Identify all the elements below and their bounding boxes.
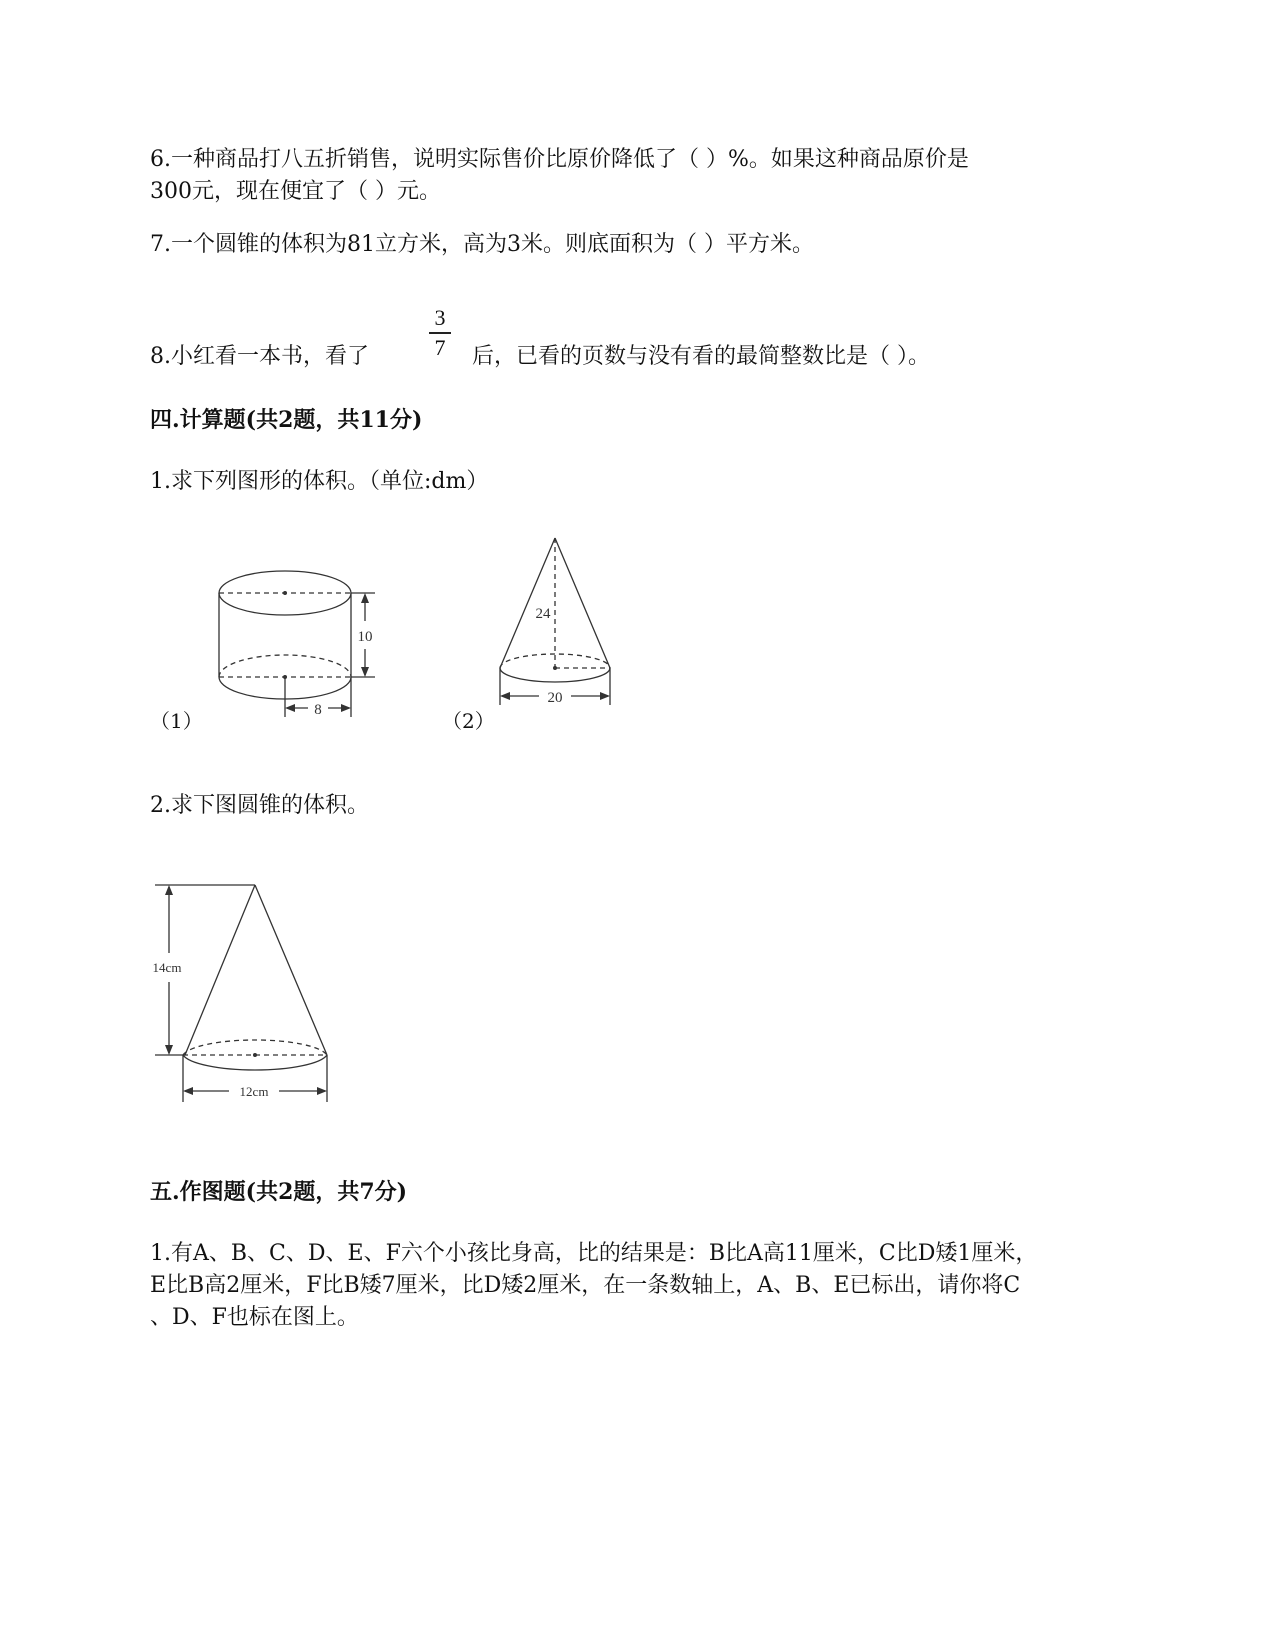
arrowhead-left [500,692,510,700]
fig1-caption: （1） [150,709,203,733]
cone-diameter-label: 12cm [239,1084,269,1099]
s5-q1-line1: 1.有A、B、C、D、E、F六个小孩比身高，比的结果是：B比A高11厘米，C比D矮1厘米， [150,1241,1038,1266]
cone-base-center-dot [553,666,557,670]
q7-text: 7.一个圆锥的体积为81立方米，高为3米。则底面积为（ ）平方米。 [150,232,814,257]
cone-height-label: 24 [535,606,551,622]
fig2-caption: （2） [442,709,495,733]
s5-q1-line3: 、D、F也标在图上。 [150,1305,359,1330]
arrowhead-down [361,667,369,677]
cone-base-center-dot [253,1053,257,1057]
cylinder-height-label: 10 [357,629,373,645]
q8-before: 8.小红看一本书，看了 [150,344,369,369]
cylinder-figure [200,565,400,730]
cone-base-back [183,1040,327,1055]
cone-right-edge [255,885,327,1055]
cone-figure-small [495,530,630,715]
cone-left-edge [500,538,555,668]
cone-figure-large [145,880,340,1110]
cone-left-edge [185,885,255,1055]
q8-after: 后，已看的页数与没有看的最简整数比是（ ）。 [472,344,930,369]
fraction-numerator: 3 [434,305,446,330]
cone-right-edge [555,538,610,668]
cone-base-front [500,668,610,682]
arrowhead-left [183,1087,193,1095]
section5-heading: 五.作图题(共2题，共7分) [150,1179,408,1205]
arrowhead-right [317,1087,327,1095]
top-center-dot [283,591,287,595]
cone-height-label: 14cm [152,960,182,975]
s4-q1-text: 1.求下列图形的体积。（单位:dm） [150,469,489,494]
fraction-3-7 [425,306,455,360]
fraction-bar [429,332,451,334]
s4-q2-text: 2.求下图圆锥的体积。 [150,793,369,818]
s5-q1-line2: E比B高2厘米，F比B矮7厘米，比D矮2厘米，在一条数轴上，A、B、E已标出，请你将C [150,1273,1021,1298]
arrowhead-right [341,704,351,712]
arrowhead-down [165,1045,173,1055]
cylinder-bottom-back [219,655,351,677]
cone-base-front [183,1055,327,1070]
arrowhead-left [285,704,295,712]
arrowhead-up [361,593,369,603]
fraction-denominator: 7 [434,334,446,360]
cone-diameter-label: 20 [547,690,563,706]
arrowhead-up [165,885,173,895]
q6-line2: 300元，现在便宜了（ ）元。 [150,179,441,204]
cylinder-radius-label: 8 [314,702,322,718]
bottom-center-dot [283,675,287,679]
q6-line1: 6.一种商品打八五折销售，说明实际售价比原价降低了（ ）%。如果这种商品原价是 [150,147,969,172]
section4-heading: 四.计算题(共2题，共11分) [150,407,423,433]
arrowhead-right [600,692,610,700]
